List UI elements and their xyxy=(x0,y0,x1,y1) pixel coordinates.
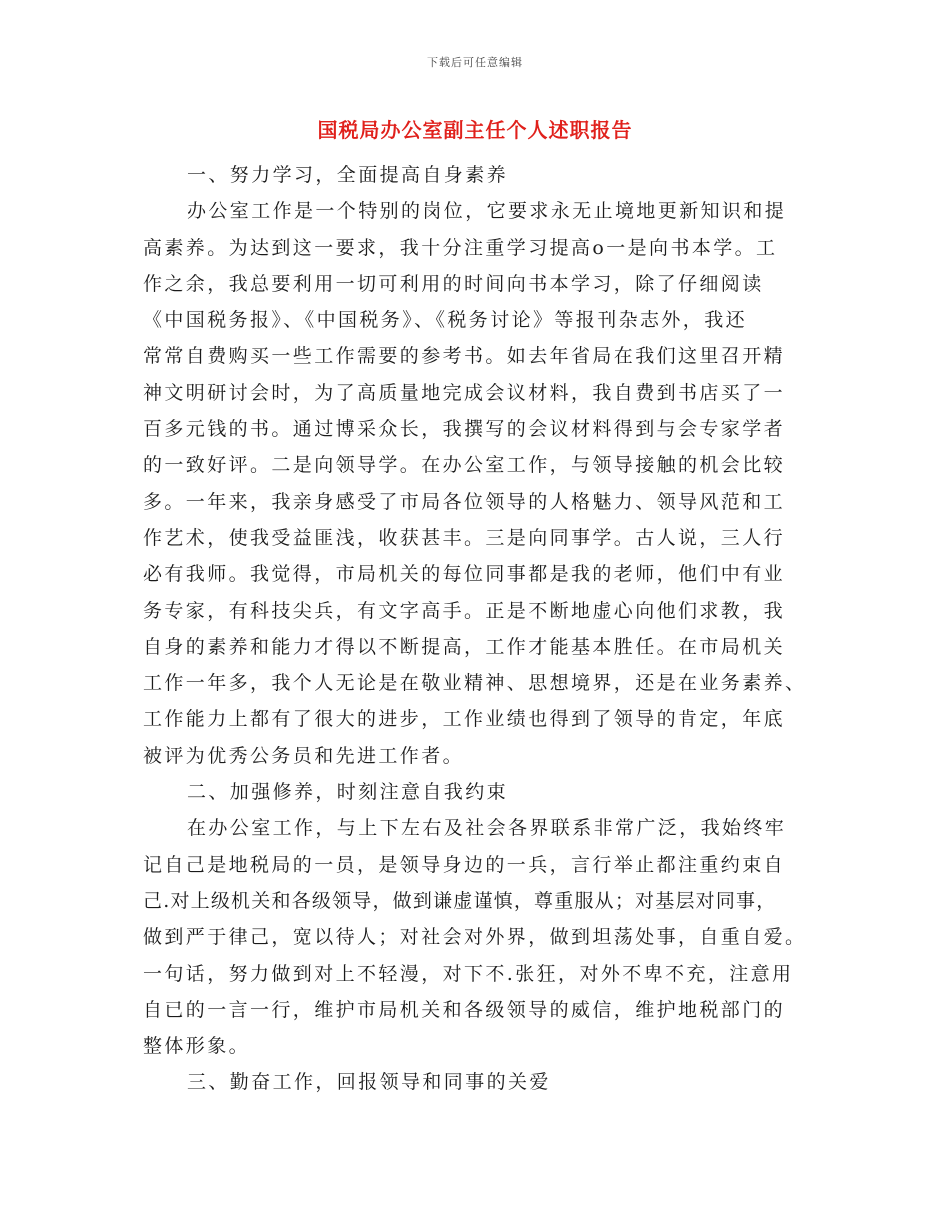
text-line: 百多元钱的书。通过博采众长，我撰写的会议材料得到与会专家学者 xyxy=(143,418,786,441)
document-title: 国税局办公室副主任个人述职报告 xyxy=(317,118,633,142)
text-line: 办公室工作是一个特别的岗位，它要求永无止境地更新知识和提 xyxy=(187,200,787,223)
header-note: 下载后可任意编辑 xyxy=(427,56,523,69)
text-line: 工作一年多，我个人无论是在敬业精神、思想境界，还是在业务素养、 xyxy=(143,672,807,695)
text-line: 自身的素养和能力才得以不断提高，工作才能基本胜任。在市局机关 xyxy=(143,635,786,658)
text-line: 被评为优秀公务员和先进工作者。 xyxy=(143,744,465,767)
text-line: 常常自费购买一些工作需要的参考书。如去年省局在我们这里召开精 xyxy=(143,345,786,368)
text-line: 一、努力学习，全面提高自身素养 xyxy=(187,164,509,186)
text-line: 务专家，有科技尖兵，有文字高手。正是不断地虚心向他们求教，我 xyxy=(143,599,786,622)
text-line: 神文明研讨会时，为了高质量地完成会议材料，我自费到书店买了一 xyxy=(143,381,786,404)
text-line: 作艺术，使我受益匪浅，收获甚丰。三是向同事学。古人说，三人行 xyxy=(143,526,786,549)
text-line: 高素养。为达到这一要求，我十分注重学习提高o一是向书本学。工 xyxy=(143,236,778,259)
text-line: 二、加强修养，时刻注意自我约束 xyxy=(187,781,509,804)
text-line: 自已的一言一行，维护市局机关和各级领导的威信，维护地税部门的 xyxy=(143,998,786,1021)
text-line: 的一致好评。二是向领导学。在办公室工作，与领导接触的机会比较 xyxy=(143,454,786,477)
text-line: 整体形象。 xyxy=(143,1035,251,1058)
text-line: 在办公室工作，与上下左右及社会各界联系非常广泛，我始终牢 xyxy=(187,817,787,840)
text-line: 己.对上级机关和各级领导，做到谦虚谨慎，尊重服从；对基层对同事， xyxy=(143,889,777,912)
text-line: 一句话，努力做到对上不轻漫，对下不.张狂，对外不卑不充，注意用 xyxy=(143,962,794,985)
text-line: 《中国税务报》、《中国税务》、《税务讨论》等报刊杂志外，我还 xyxy=(143,309,748,332)
text-line: 记自己是地税局的一员，是领导身边的一兵，言行举止都注重约束自 xyxy=(143,853,786,876)
text-line: 做到严于律己，宽以待人；对社会对外界，做到坦荡处事，自重自爱。 xyxy=(143,926,807,949)
text-line: 作之余，我总要利用一切可利用的时间向书本学习，除了仔细阅读 xyxy=(143,272,764,295)
document-body xyxy=(143,157,811,1101)
text-line: 三、勤奋工作，回报领导和同事的关爱 xyxy=(187,1071,551,1094)
text-line: 工作能力上都有了很大的进步，工作业绩也得到了领导的肯定，年底 xyxy=(143,708,786,731)
text-line: 必有我师。我觉得，市局机关的每位同事都是我的老师，他们中有业 xyxy=(143,563,786,586)
text-line: 多。一年来，我亲身感受了市局各位领导的人格魅力、领导风范和工 xyxy=(143,490,786,513)
